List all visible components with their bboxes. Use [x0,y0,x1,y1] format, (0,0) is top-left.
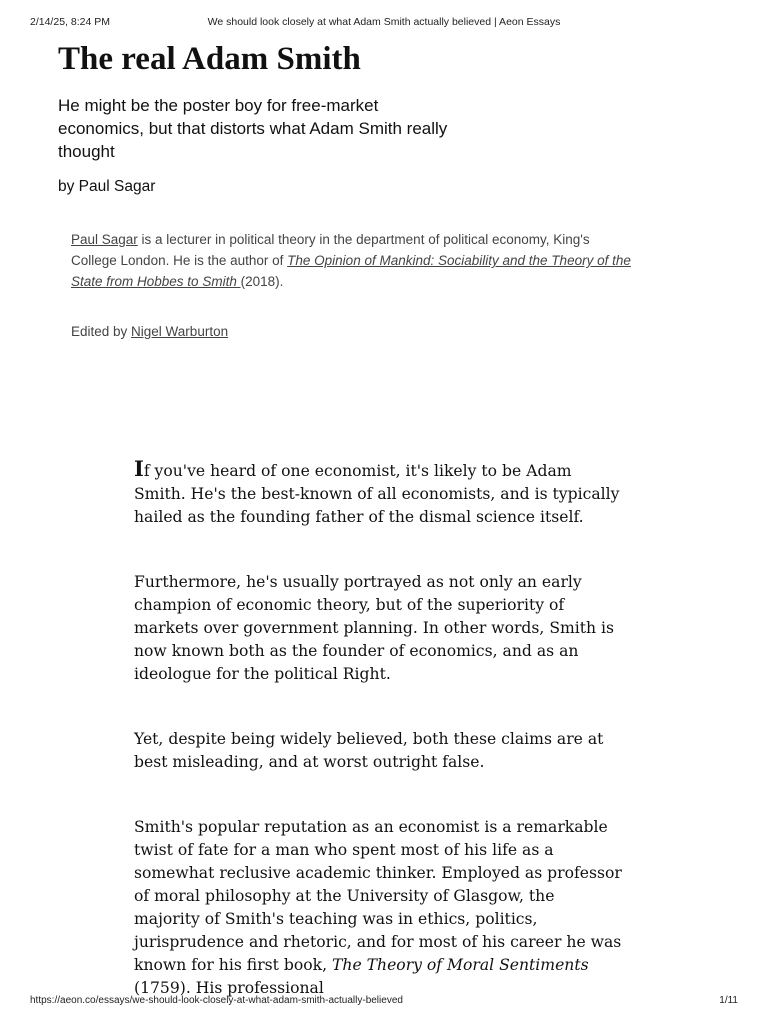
drop-cap: I [134,456,144,481]
bio-year: (2018). [240,274,284,289]
print-date: 2/14/25, 8:24 PM [30,16,110,28]
author-link[interactable]: Paul Sagar [71,232,138,247]
edited-by [71,321,228,342]
bio-text: is a lecturer in political theory in the department of political economy, King's College London. He is the author of [71,232,590,268]
page-number: 1/11 [719,995,738,1006]
author-bio [71,229,631,292]
article-title: The real Adam Smith [58,41,361,77]
paragraph-1-text: f you've heard of one economist, it's likely to be Adam Smith. He's the best-known of all economists, and is typically hailed as the founding father of the dismal science itself. [134,462,620,526]
editor-link[interactable]: Nigel Warburton [131,324,229,339]
paragraph-3: Yet, despite being widely believed, both these claims are at best misleading, and at worst outright false. [134,730,604,771]
print-document-title: We should look closely at what Adam Smith actually believed | Aeon Essays [207,16,561,28]
paragraph-4-book-title: The Theory of Moral Sentiments [332,956,589,974]
print-footer [30,995,738,1009]
article-subtitle: He might be the poster boy for free-market economics, but that distorts what Adam Smith really thought [58,96,448,161]
paragraph-2: Furthermore, he's usually portrayed as not only an early champion of economic theory, but of the superiority of markets over government planning. In other words, Smith is now known both as the founder of economics, and as an ideologue for the political Right. [134,573,615,683]
paragraph-4 [134,816,624,1000]
book-title: The Opinion of Mankind: Sociability and the Theory of the State from Hobbes to Smith [71,253,631,289]
print-header [30,16,738,30]
paragraph-1 [134,456,624,529]
print-url: https://aeon.co/essays/we-should-look-closely-at-what-adam-smith-actually-believed [30,995,403,1006]
paragraph-4-end: (1759). His professional [134,979,324,997]
byline: by Paul Sagar [58,178,156,195]
paragraph-4-text: Smith's popular reputation as an economist is a remarkable twist of fate for a man who spent most of his life as a somewhat reclusive academic thinker. Employed as professor of moral philosophy at the University of Glasgow, the majority of Smith's teaching was in ethics, politics, jurisprudence and rhetoric, and for most of his career he was known for his first book, [134,818,622,974]
edited-by-label: Edited by [71,324,132,339]
